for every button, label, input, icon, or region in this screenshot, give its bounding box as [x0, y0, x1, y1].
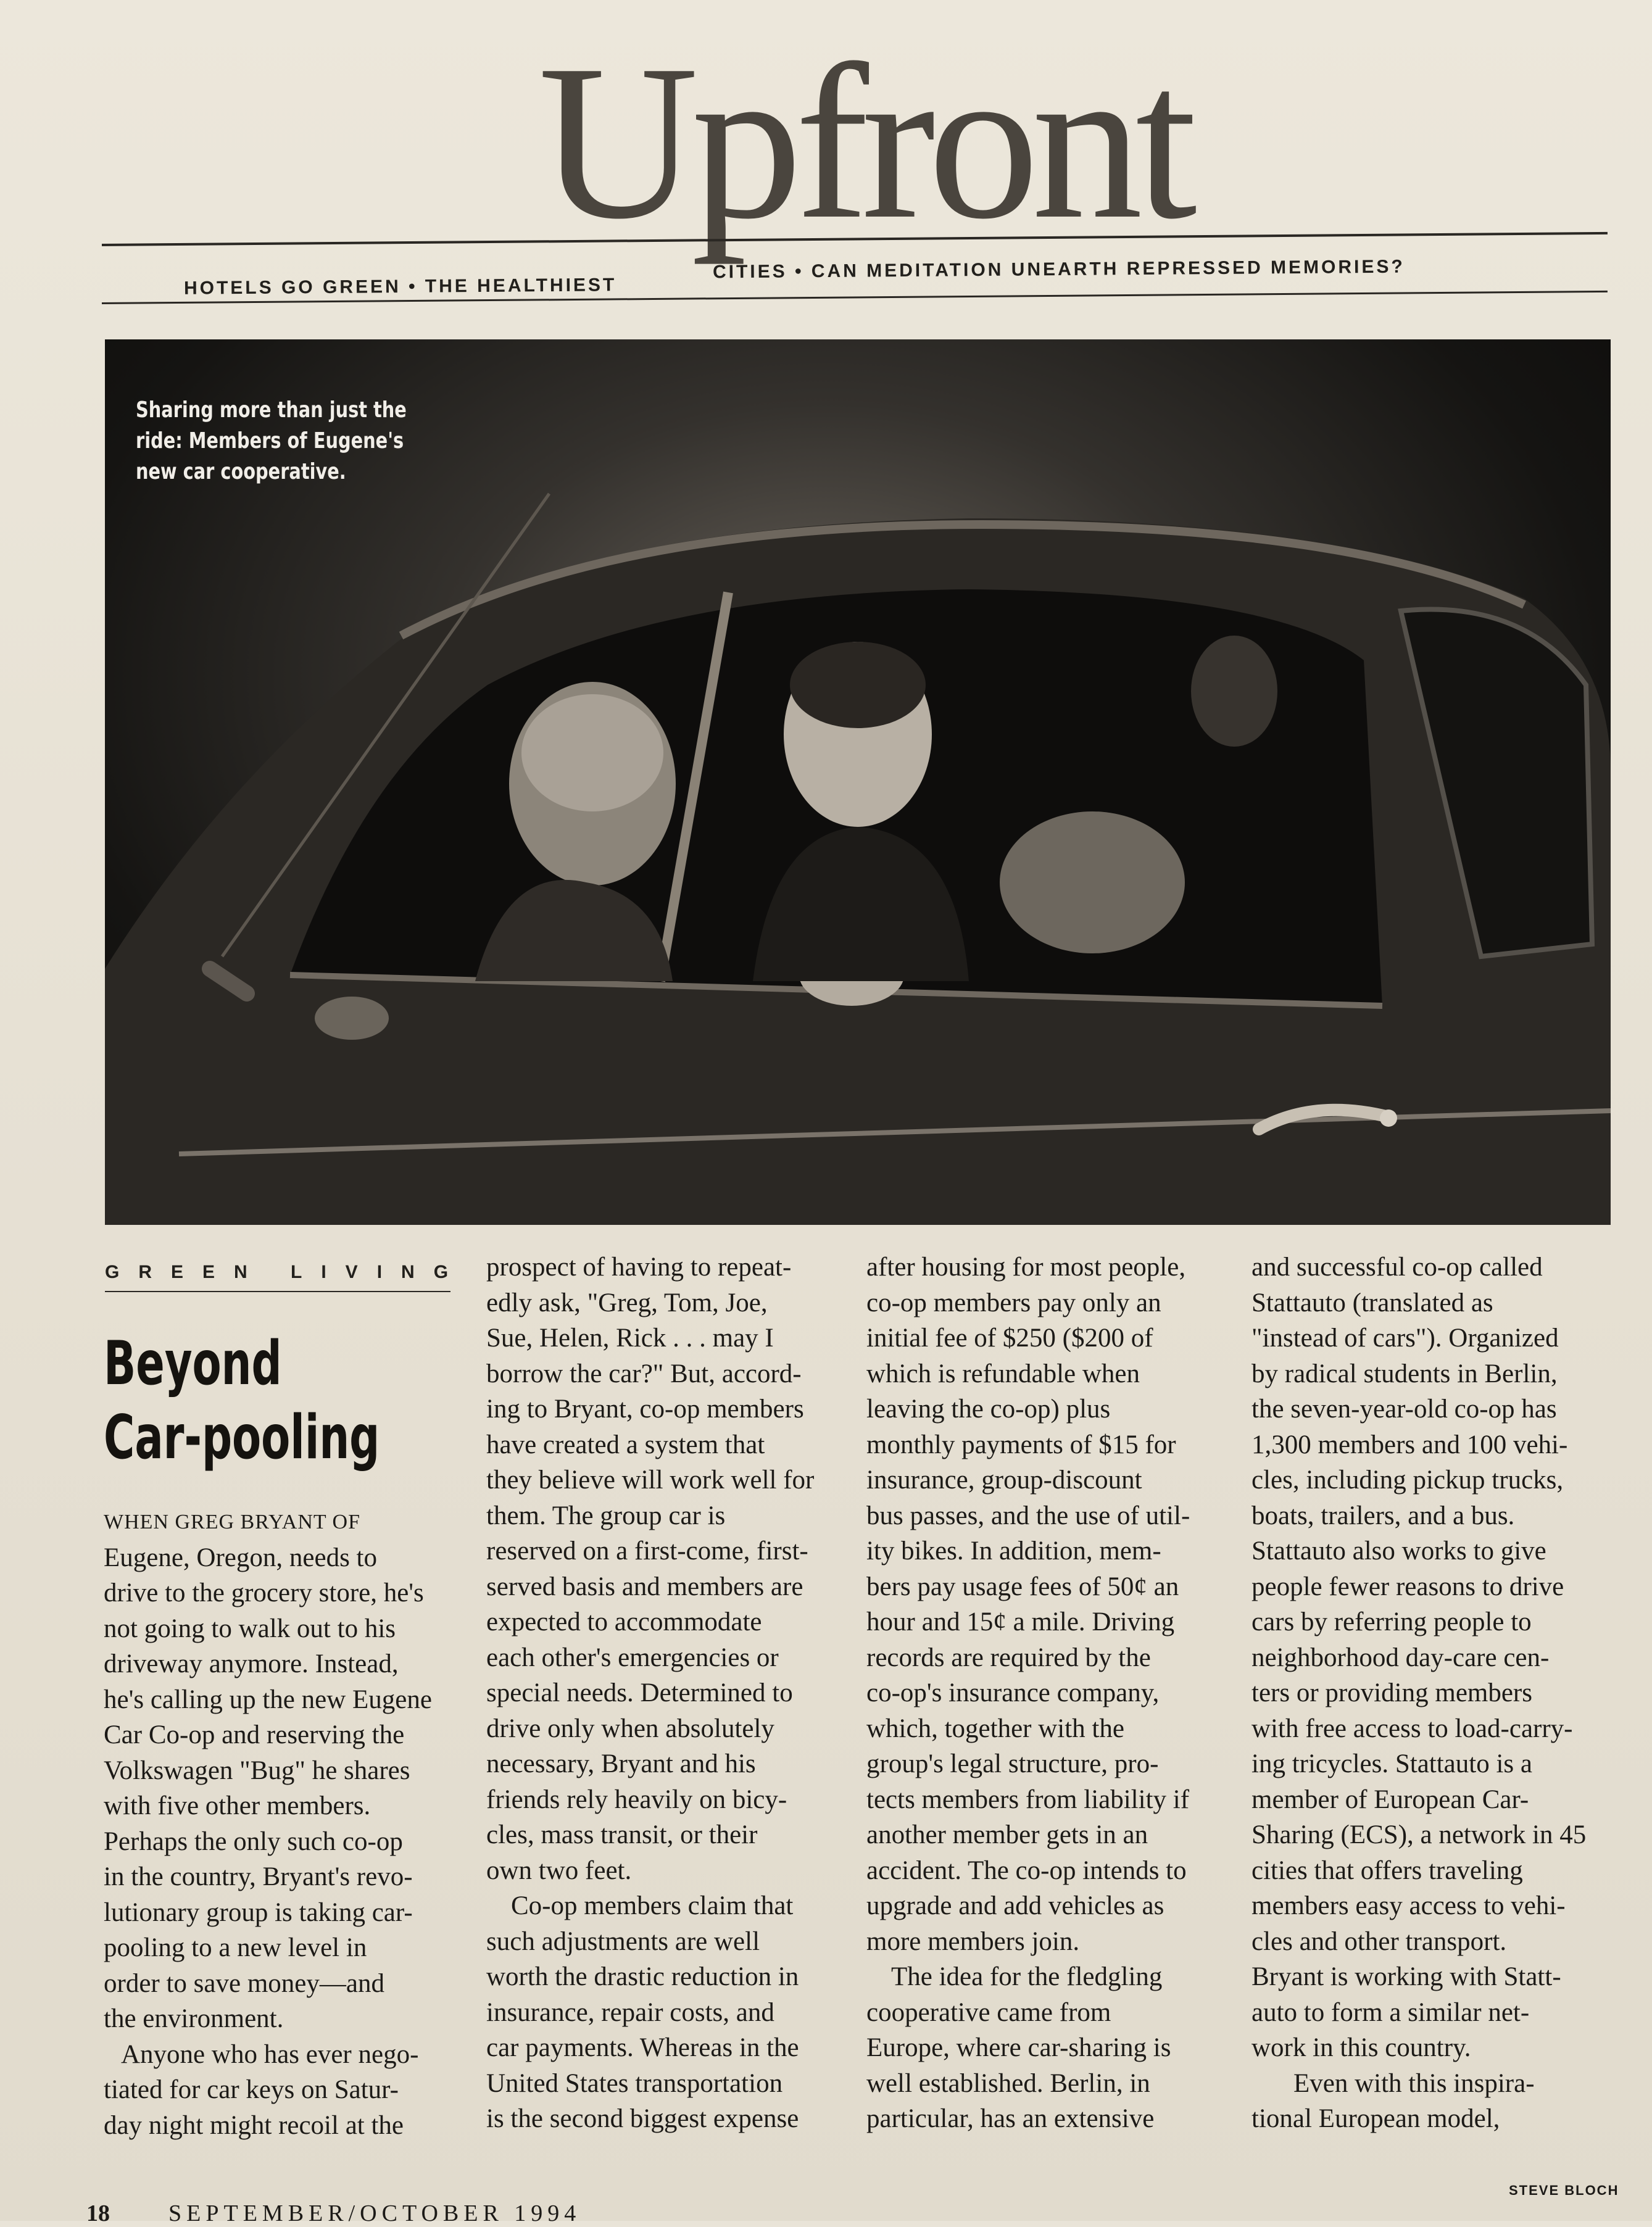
text-line: after housing for most people, [866, 1253, 1186, 1282]
text-line: accident. The co-op intends to [866, 1856, 1187, 1885]
text-line: is the second biggest expense [486, 2104, 799, 2133]
text-line: cles, including pickup trucks, [1251, 1466, 1564, 1495]
text-line: members easy access to vehi- [1251, 1891, 1566, 1920]
paragraph [866, 1250, 1237, 1959]
text-line: well established. Berlin, in [866, 2068, 1150, 2098]
photo-credit: STEVE BLOCH [1509, 2183, 1619, 2198]
text-line: Co-op members claim that [511, 1891, 794, 1920]
text-line: Stattauto (translated as [1251, 1288, 1493, 1317]
section-label: GREEN LIVING [105, 1262, 468, 1282]
text-line: boats, trailers, and a bus. [1251, 1501, 1515, 1530]
text-line: they believe will work well for [486, 1466, 815, 1495]
text-line: tional European model, [1251, 2104, 1500, 2133]
text-line: Sharing (ECS), a network in 45 [1251, 1820, 1587, 1849]
text-line: "instead of cars"). Organized [1251, 1324, 1559, 1353]
text-line: with free access to load-carry- [1251, 1714, 1573, 1743]
text-line: particular, has an extensive [866, 2104, 1155, 2133]
tagline-right: CITIES • CAN MEDITATION UNEARTH REPRESSED MEMORIES? [712, 256, 1405, 283]
text-line: Eugene, Oregon, needs to [104, 1543, 377, 1572]
text-line: lutionary group is taking car- [104, 1897, 413, 1927]
text-line: borrow the car?" But, accord- [486, 1359, 802, 1388]
text-line: with five other members. [104, 1791, 371, 1820]
text-line: served basis and members are [486, 1572, 803, 1601]
text-line: cities that offers traveling [1251, 1856, 1523, 1885]
text-line: driveway anymore. Instead, [104, 1649, 399, 1678]
text-line: cars by referring people to [1251, 1607, 1532, 1636]
text-line: initial fee of $250 ($200 of [866, 1324, 1153, 1353]
paragraph [866, 1959, 1237, 2137]
text-line: ters or providing members [1251, 1678, 1532, 1707]
text-line: more members join. [866, 1926, 1080, 1956]
text-line: ity bikes. In addition, mem- [866, 1537, 1161, 1566]
text-line: necessary, Bryant and his [486, 1749, 756, 1778]
text-line: own two feet. [486, 1856, 632, 1885]
text-line: co-op members pay only an [866, 1288, 1161, 1317]
text-line: cooperative came from [866, 1997, 1111, 2027]
text-line: pooling to a new level in [104, 1933, 367, 1962]
headline-line: Beyond [104, 1329, 282, 1399]
text-line: work in this country. [1251, 2033, 1471, 2062]
text-line: United States transportation [486, 2068, 783, 2098]
text-line: Sue, Helen, Rick . . . may I [486, 1324, 774, 1353]
text-line: drive only when absolutely [486, 1714, 774, 1743]
text-line: which is refundable when [866, 1359, 1140, 1388]
text-line: reserved on a first-come, first- [486, 1537, 808, 1566]
text-line: Volkswagen "Bug" he shares [104, 1756, 410, 1785]
text-line: not going to walk out to his [104, 1614, 396, 1643]
text-line: cles and other transport. [1251, 1926, 1507, 1956]
section-rule [105, 1291, 450, 1292]
photo-caption [136, 395, 407, 487]
text-line: insurance, repair costs, and [486, 1997, 774, 2027]
text-line: auto to form a similar net- [1251, 1997, 1530, 2027]
caption-line: Sharing more than just the [136, 397, 407, 423]
text-line: Perhaps the only such co-op [104, 1827, 403, 1856]
text-line: Stattauto also works to give [1251, 1537, 1546, 1566]
text-line: neighborhood day-care cen- [1251, 1643, 1550, 1672]
text-line: hour and 15¢ a mile. Driving [866, 1607, 1175, 1636]
text-line: 1,300 members and 100 vehi- [1251, 1430, 1568, 1459]
text-line: member of European Car- [1251, 1785, 1529, 1814]
paragraph [1251, 2066, 1622, 2137]
text-line: co-op's insurance company, [866, 1678, 1160, 1707]
masthead-title: Upfront [538, 19, 1190, 265]
text-line: he's calling up the new Eugene [104, 1685, 432, 1714]
text-line: which, together with the [866, 1714, 1124, 1743]
text-line: Europe, where car-sharing is [866, 2033, 1171, 2062]
text-line: the environment. [104, 2004, 284, 2033]
page-number: 18 [86, 2200, 110, 2226]
text-line: order to save money—and [104, 1968, 384, 1998]
text-line: in the country, Bryant's revo- [104, 1862, 413, 1891]
text-line: them. The group car is [486, 1501, 726, 1530]
text-line: the seven-year-old co-op has [1251, 1395, 1557, 1424]
tagline-left: HOTELS GO GREEN • THE HEALTHIEST [183, 275, 617, 299]
caption-line: new car cooperative. [136, 459, 346, 484]
text-line: ing to Bryant, co-op members [486, 1395, 804, 1424]
paragraph [486, 1250, 857, 1888]
text-line: day night might recoil at the [104, 2110, 404, 2140]
text-line: expected to accommodate [486, 1607, 762, 1636]
text-line: car payments. Whereas in the [486, 2033, 799, 2062]
text-line: tects members from liability if [866, 1785, 1190, 1814]
text-line: leaving the co-op) plus [866, 1395, 1111, 1424]
page-folio [86, 2200, 581, 2227]
text-line: friends rely heavily on bicy- [486, 1785, 787, 1814]
text-line: upgrade and add vehicles as [866, 1891, 1164, 1920]
text-line: Car Co-op and reserving the [104, 1720, 405, 1749]
text-line: have created a system that [486, 1430, 765, 1459]
article-column-4 [1251, 1250, 1622, 2137]
text-line: and successful co-op called [1251, 1253, 1543, 1282]
text-line: such adjustments are well [486, 1926, 760, 1956]
text-line: by radical students in Berlin, [1251, 1359, 1558, 1388]
text-line: group's legal structure, pro- [866, 1749, 1159, 1778]
paragraph [1251, 1250, 1622, 2066]
text-line: cles, mass transit, or their [486, 1820, 758, 1849]
text-line: bus passes, and the use of util- [866, 1501, 1190, 1530]
article-headline [104, 1327, 380, 1475]
article-column-1 [104, 1504, 449, 2143]
text-line: ing tricycles. Stattauto is a [1251, 1749, 1532, 1778]
paragraph [104, 1504, 449, 2037]
text-line: edly ask, "Greg, Tom, Joe, [486, 1288, 768, 1317]
paragraph [104, 2037, 449, 2073]
text-line: insurance, group-discount [866, 1466, 1142, 1495]
text-line: bers pay usage fees of 50¢ an [866, 1572, 1179, 1601]
text-line: Even with this inspira- [1293, 2068, 1535, 2098]
text-line: records are required by the [866, 1643, 1151, 1672]
paragraph [104, 2072, 449, 2143]
issue-date: SEPTEMBER/OCTOBER 1994 [168, 2200, 581, 2226]
text-line: prospect of having to repeat- [486, 1253, 792, 1282]
text-line: each other's emergencies or [486, 1643, 779, 1672]
text-line: Anyone who has ever nego- [121, 2039, 419, 2069]
text-line: tiated for car keys on Satur- [104, 2075, 399, 2104]
text-line: special needs. Determined to [486, 1678, 793, 1707]
article-column-2 [486, 1250, 857, 2137]
text-line: another member gets in an [866, 1820, 1148, 1849]
article-column-3 [866, 1250, 1237, 2137]
text-line: drive to the grocery store, he's [104, 1578, 424, 1607]
caption-line: ride: Members of Eugene's [136, 428, 404, 454]
text-line: worth the drastic reduction in [486, 1962, 799, 1991]
text-line: monthly payments of $15 for [866, 1430, 1176, 1459]
text-line: people fewer reasons to drive [1251, 1572, 1564, 1601]
text-line: The idea for the fledgling [891, 1962, 1163, 1991]
text-line: Bryant is working with Statt- [1251, 1962, 1561, 1991]
paragraph [486, 1888, 857, 2137]
headline-line: Car-pooling [104, 1403, 380, 1473]
lead-in: WHEN GREG BRYANT OF [104, 1511, 361, 1533]
